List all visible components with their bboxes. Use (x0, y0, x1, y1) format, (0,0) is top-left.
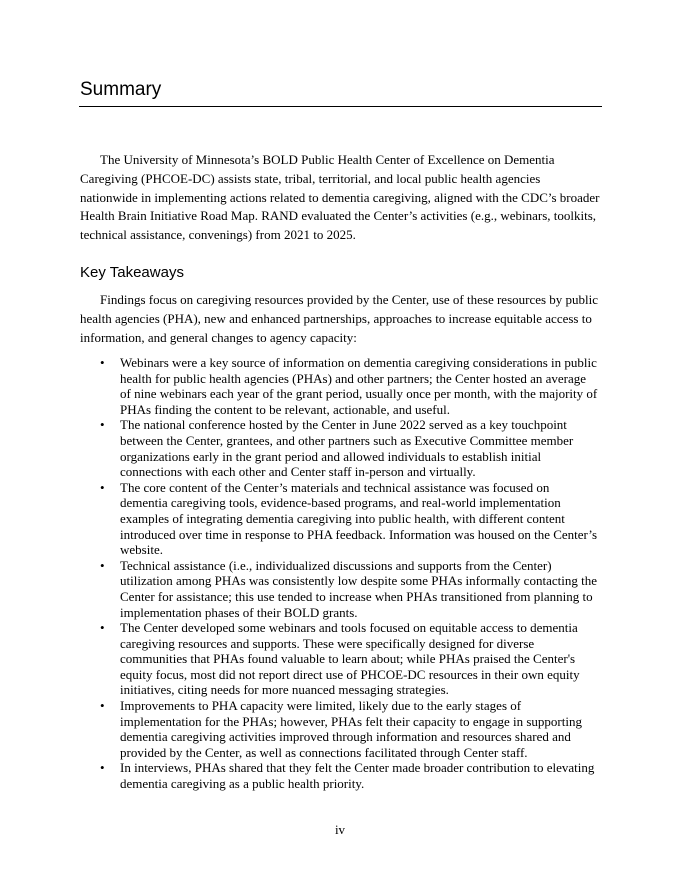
bullet-icon: • (100, 479, 105, 495)
takeaway-item (80, 355, 600, 417)
bullet-icon: • (100, 355, 105, 370)
takeaway-text: The national conference hosted by the Center in June 2022 served as a key touchpoint between the Center, grantees, and other partners such as Executive Committee member organizations early in the grant period and allowed individuals to establish initial connections with each other and Center staff in-person and virtually. (120, 417, 574, 480)
takeaway-item (80, 620, 600, 698)
bullet-icon: • (100, 760, 105, 776)
takeaway-item (80, 698, 600, 760)
bullet-icon: • (100, 620, 105, 636)
takeaway-text: Technical assistance (i.e., individualized discussions and supports from the Center) utilization among PHAs was consistently low despite some PHAs informally contacting the Center for assistance; this use tended to increase when PHAs transitioned from planning to implementation phases of their BOLD grants. (120, 557, 597, 620)
takeaway-item (80, 760, 600, 791)
page-title: Summary (80, 79, 162, 100)
bullet-icon: • (100, 557, 105, 573)
title-divider (79, 106, 602, 107)
takeaway-item (80, 558, 600, 620)
takeaway-item (80, 417, 600, 479)
key-takeaways-heading: Key Takeaways (80, 264, 184, 281)
takeaway-text: The Center developed some webinars and tools focused on equitable access to dementia caregiving resources and supports. These were specifically designed for diverse communities that PHAs found valuable to learn about; while PHAs praised the Center's equity focus, most did not report direct use of PHCOE-DC resources in their own equity initiatives, citing needs for more nuanced messaging strategies. (120, 620, 580, 698)
findings-paragraph: Findings focus on caregiving resources provided by the Center, use of these resources by public health agencies (PHA), new and enhanced partnerships, approaches to increase equitable access to information, and general changes to agency capacity: (80, 292, 599, 345)
page-number: iv (334, 822, 346, 837)
intro-paragraph: The University of Minnesota’s BOLD Public Health Center of Excellence on Dementia Caregiving (PHCOE-DC) assists state, tribal, territorial, and local public health agencies nationwide in implementing actions related to dementia caregiving, aligned with the CDC’s broader Health Brain Initiative Road Map. RAND evaluated the Center’s activities (e.g., webinars, toolkits, technical assistance, convenings) from 2021 to 2025. (80, 152, 600, 243)
takeaway-item (80, 480, 600, 558)
bullet-icon: • (100, 417, 105, 433)
takeaway-text: Webinars were a key source of information on dementia caregiving considerations in public health for public health agencies (PHAs) and other partners; the Center hosted an average of nine webinars each year of the grant period, usually once per month, with the majority of PHAs finding the content to be relevant, actionable, and useful. (120, 355, 598, 417)
takeaway-text: The core content of the Center’s materials and technical assistance was focused on dementia caregiving tools, evidence-based programs, and real-world implementation examples of integrating dementia caregiving into public health, with different content introduced over time in response to PHA feedback. Information was housed on the Center’s website. (120, 479, 598, 558)
takeaways-list (80, 355, 600, 792)
bullet-icon: • (100, 698, 105, 714)
takeaway-text: In interviews, PHAs shared that they felt the Center made broader contribution to elevating dementia caregiving as a public health priority. (120, 760, 595, 792)
takeaway-text: Improvements to PHA capacity were limited, likely due to the early stages of implementation for the PHAs; however, PHAs felt their capacity to engage in supporting dementia caregiving activities improved through information and resources shared and provided by the Center, as well as connections facilitated through Center staff. (120, 698, 582, 760)
